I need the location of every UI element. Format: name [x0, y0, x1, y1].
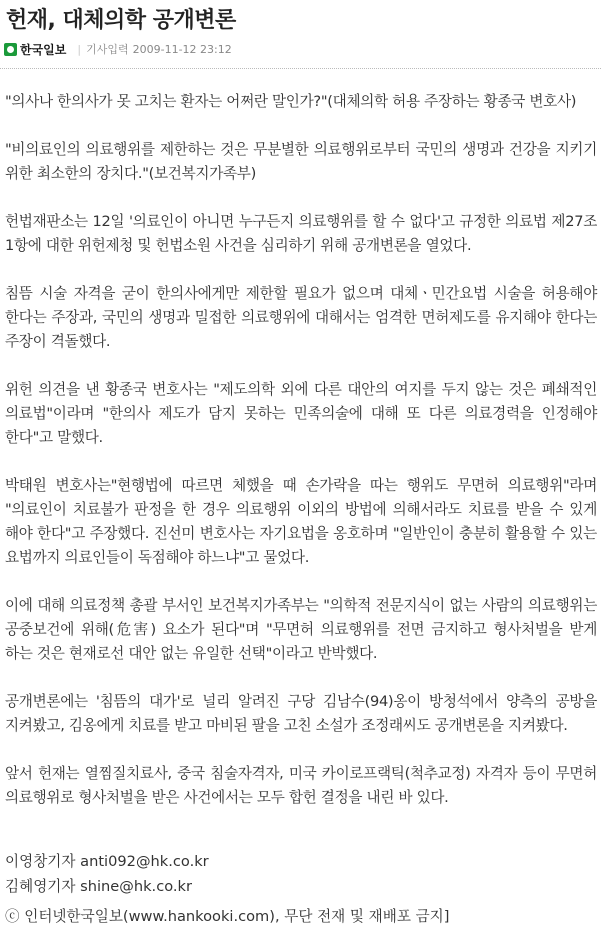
header-divider — [0, 68, 601, 69]
article-body — [5, 90, 597, 834]
reporter-byline: 이영창기자 anti092@hk.co.kr — [5, 853, 209, 870]
paragraph: 헌법재판소는 12일 '의료인이 아니면 누구든지 의료행위를 할 수 없다'고 규정한 의료법 제27조 1항에 대한 위헌제청 및 헌법소원 사건을 심리하기 위해 공개변론을 열었다. — [5, 213, 597, 254]
paragraph: 위헌 의견을 낸 황종국 변호사는 "제도의학 외에 다른 대안의 여지를 두지 않는 것은 폐쇄적인 의료법"이라며 "한의사 제도가 담지 못하는 민족의술에 대해 또 다른 의료경력을 인정해야 한다"고 말했다. — [5, 381, 597, 446]
paragraph: "의사나 한의사가 못 고치는 환자는 어쩌란 말인가?"(대체의학 허용 주장하는 황종국 변호사) — [5, 93, 577, 110]
paragraph: 앞서 헌재는 열찜질치료사, 중국 침술자격자, 미국 카이로프랙틱(척추교정) 자격자 등이 무면허 의료행위로 형사처벌을 받은 사건에서는 모두 합헌 결정을 내린 바 있다. — [5, 765, 597, 806]
article-timestamp: 2009-11-12 23:12 — [132, 42, 232, 56]
meta-label: 기사입력 — [86, 43, 129, 56]
reporter-byline: 김혜영기자 shine@hk.co.kr — [5, 878, 192, 895]
source-name: 한국일보 — [20, 42, 67, 57]
source-logo[interactable] — [4, 41, 66, 58]
article-meta — [4, 40, 232, 58]
copyright-notice: ⓒ 인터넷한국일보(www.hankooki.com), 무단 전재 및 재배포 금지] — [5, 908, 450, 925]
paragraph: 공개변론에는 '침뜸의 대가'로 널리 알려진 구당 김남수(94)옹이 방청석에서 양측의 공방을 지켜봤고, 김옹에게 치료를 받고 마비된 팔을 고친 소설가 조정래씨도 공개변론을 지켜봤다. — [5, 693, 597, 734]
byline — [5, 850, 209, 900]
paragraph: 이에 대해 의료정책 총괄 부서인 보건복지가족부는 "의학적 전문지식이 없는 사람의 의료행위는 공중보건에 위해(危害) 요소가 된다"며 "무면허 의료행위를 전면 금지하고 형사처벌을 받게 하는 것은 현재로선 대안 없는 유일한 선택"이라고 반박했다. — [5, 597, 597, 662]
source-logo-icon — [4, 43, 17, 56]
article-title: 헌재, 대체의학 공개변론 — [6, 8, 236, 33]
paragraph: 박태원 변호사는"현행법에 따르면 체했을 때 손가락을 따는 행위도 무면허 의료행위"라며 "의료인이 치료불가 판정을 한 경우 의료행위 이외의 방법에 의해서라도 치료를 받을 수 있게 해야 한다"고 주장했다. 진선미 변호사는 자기요법을 옹호하며 "일반인이 충분히 활용할 수 있는 요법까지 의료인들이 독점해야 하느냐"고 물었다. — [5, 477, 597, 566]
paragraph: "비의료인의 의료행위를 제한하는 것은 무분별한 의료행위로부터 국민의 생명과 건강을 지키기 위한 최소한의 장치다."(보건복지가족부) — [5, 141, 597, 182]
meta-divider: | — [77, 42, 82, 56]
paragraph: 침뜸 시술 자격을 굳이 한의사에게만 제한할 필요가 없으며 대체ㆍ민간요법 시술을 허용해야 한다는 주장과, 국민의 생명과 밀접한 의료행위에 대해서는 엄격한 면허제도를 유지해야 한다는 주장이 격돌했다. — [5, 285, 597, 350]
